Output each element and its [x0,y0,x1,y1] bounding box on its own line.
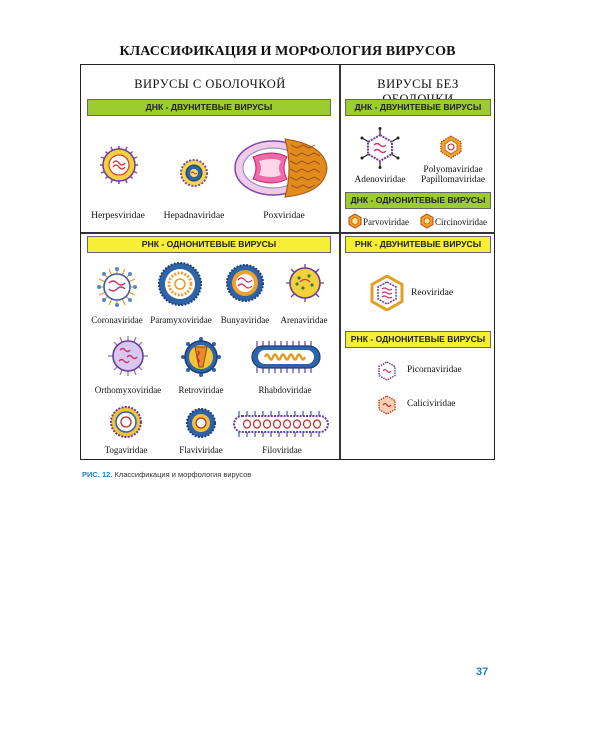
circinoviridae-label: Circinoviridae [435,217,487,227]
rhabdoviridae-label: Rhabdoviridae [258,385,312,395]
retroviridae-label: Retroviridae [178,385,224,395]
picornaviridae-icon [377,361,397,381]
arenaviridae-icon [285,263,325,303]
arenaviridae-label: Arenaviridae [280,315,328,325]
togaviridae-icon [109,405,143,439]
bunyaviridae-label: Bunyaviridae [220,315,270,325]
filoviridae-icon [231,411,331,437]
rhabdoviridae-icon [247,341,321,373]
naked-dna-ds-bar: ДНК - ДВУНИТЕВЫЕ ВИРУСЫ [345,99,491,116]
bunyaviridae-icon [225,263,265,303]
reoviridae-label: Reoviridae [411,287,454,298]
picornaviridae-label: Picornaviridae [407,365,462,375]
retroviridae-icon [181,337,221,377]
naked-rna-ss-bar: РНК - ОДНОНИТЕВЫЕ ВИРУСЫ [345,331,491,348]
figure-title: КЛАССИФИКАЦИЯ И МОРФОЛОГИЯ ВИРУСОВ [119,44,456,59]
herpesviridae-label: Herpesviridae [91,210,145,221]
filoviridae-label: Filoviridae [262,445,302,455]
parvoviridae-label: Parvoviridae [363,217,409,227]
caption-text: Классификация и морфология вирусов [114,470,252,479]
flaviviridae-label: Flaviviridae [179,445,223,455]
caption-figure-number: РИС. 12. [82,470,113,479]
paramyxoviridae-label: Paramyxoviridae [150,315,212,325]
poxviridae-icon [233,137,329,199]
adenoviridae-icon [359,127,401,169]
poxviridae-label: Poxviridae [263,210,305,221]
caliciviridae-label: Caliciviridae [407,399,456,409]
hepadnaviridae-icon [180,159,208,187]
page-number: 37 [476,666,489,678]
enveloped-heading: ВИРУСЫ С ОБОЛОЧКОЙ [134,77,286,91]
enveloped-dna-bar: ДНК - ДВУНИТЕВЫЕ ВИРУСЫ [87,99,331,116]
naked-rna-ds-bar: РНК - ДВУНИТЕВЫЕ ВИРУСЫ [345,236,491,253]
classification-board [80,64,495,460]
coronaviridae-icon [97,267,137,307]
vertical-divider [339,65,341,459]
circinoviridae-icon [419,213,435,229]
figure-caption [82,470,251,479]
naked-heading: ВИРУСЫ БЕЗ [377,77,459,91]
adenoviridae-label: Adenoviridae [354,175,406,185]
enveloped-rna-bar: РНК - ОДНОНИТЕВЫЕ ВИРУСЫ [87,236,331,253]
naked-dna-ss-bar: ДНК - ОДНОНИТЕВЫЕ ВИРУСЫ [345,192,491,209]
caliciviridae-icon [377,395,397,415]
right-horizontal-divider [341,232,495,234]
polyomaviridae-icon [439,135,463,159]
flaviviridae-icon [185,407,217,439]
togaviridae-label: Togaviridae [104,445,148,455]
papillomaviridae-label: Papillomaviridae [420,175,486,185]
hepadnaviridae-label: Hepadnaviridae [163,210,225,221]
reoviridae-icon [369,275,405,311]
polyomaviridae-label: Polyomaviridae [423,165,483,175]
orthomyxoviridae-icon [107,335,149,377]
left-horizontal-divider [81,232,339,234]
coronaviridae-label: Coronaviridae [91,315,143,325]
herpesviridae-icon [99,145,139,185]
paramyxoviridae-icon [157,261,203,307]
orthomyxoviridae-label: Orthomyxoviridae [94,385,162,395]
parvoviridae-icon [347,213,363,229]
